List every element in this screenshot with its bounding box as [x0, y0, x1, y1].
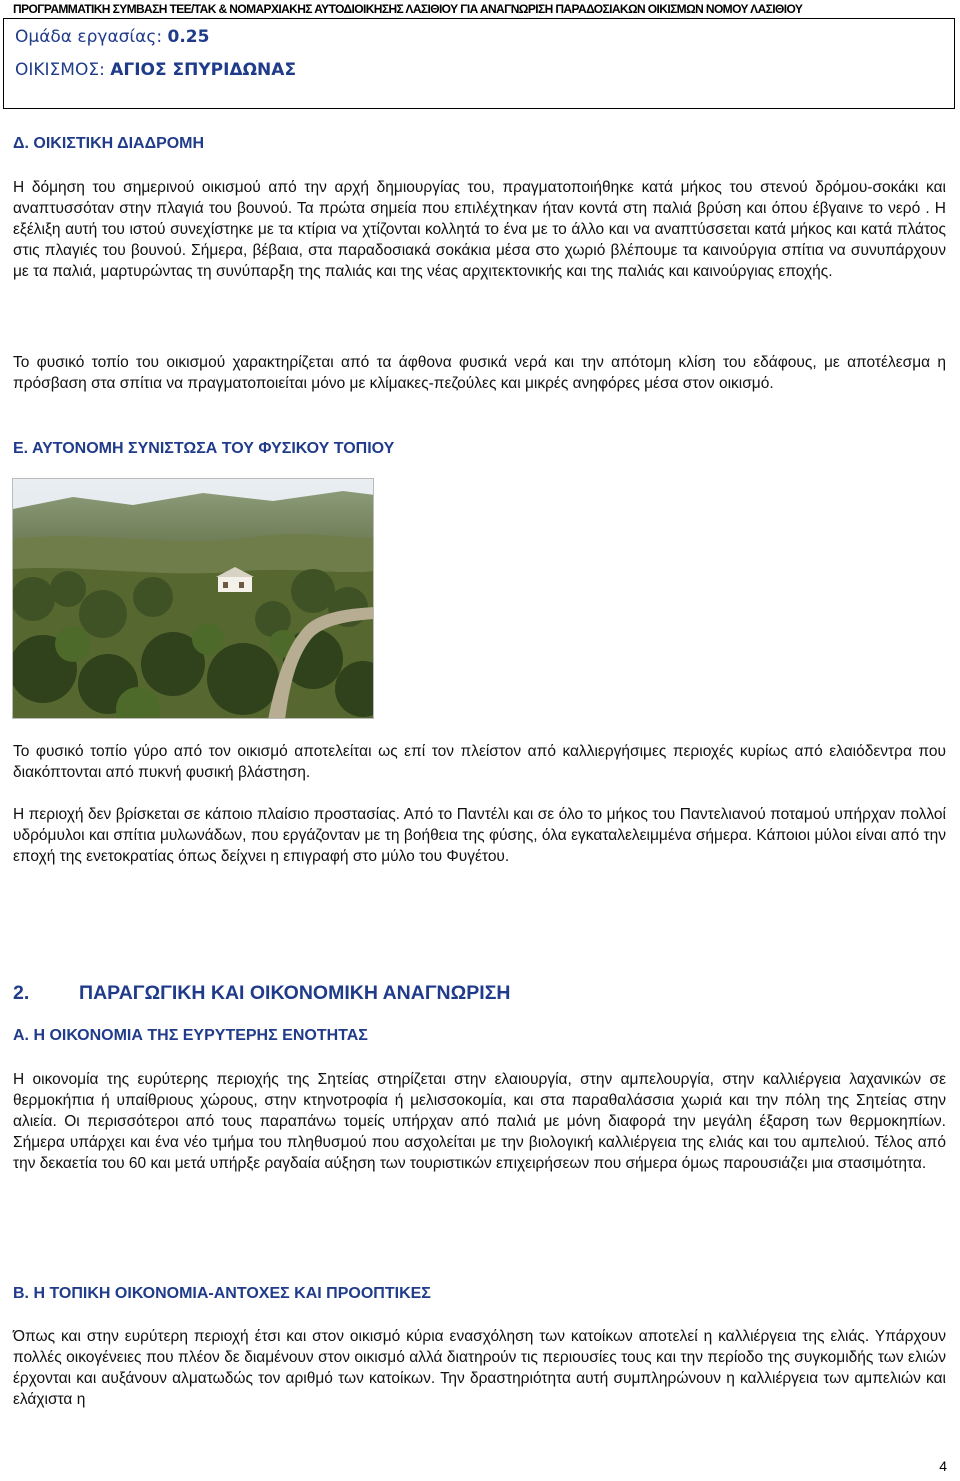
- page-number: 4: [939, 1458, 947, 1474]
- landscape-photo: [12, 478, 374, 719]
- section-a-heading: Α. Η ΟΙΚΟΝΟΜΙΑ ΤΗΣ ΕΥΡΥΤΕΡΗΣ ΕΝΟΤΗΤΑΣ: [13, 1027, 368, 1044]
- work-group-label: Ομάδα εργασίας:: [15, 27, 168, 47]
- section-a-paragraph-1: Η οικονομία της ευρύτερης περιοχής της Σητείας στηρίζεται στην ελαιουργία, στην αμπελουργία, στην καλλιέργεια λαχανικών σε θερμοκήπια ή υπαίθριους χώρους, στην κτηνοτροφία ή μελισσοκομία, και στα παραθαλάσσια χωριά και την πόλη της Σητείας στην αλιεία. Οι περισσότεροι από τους παραπάνω τομείς υπήρχαν από παλιά με μόνη διαφορά την μεγάλη έξαρση των θερμοκηπίων. Σήμερα υπάρχει και ένα νέο τμήμα του πληθυσμού που ασχολείται με την βιολογική καλλιέργεια της ελιάς και του αμπελιού. Τέλος από την δεκαετία του 60 και μετά υπήρξε ραγδαία αύξηση των τουριστικών επιχειρήσεων που σήμερα όμως παρουσιάζει μια στασιμότητα.: [13, 1071, 946, 1172]
- work-group-value: 0.25: [167, 27, 210, 47]
- running-header: ΠΡΟΓΡΑΜΜΑΤΙΚΗ ΣΥΜΒΑΣΗ ΤΕΕ/ΤΑΚ & ΝΟΜΑΡΧΙΑΚΗΣ ΑΥΤΟΔΙΟΙΚΗΣΗΣ ΛΑΣΙΘΙΟΥ ΓΙΑ ΑΝΑΓΝΩΡΙΣΗ ΠΑΡΑΔΟΣΙΑΚΩΝ ΟΙΚΙΣΜΩΝ ΝΟΜΟΥ ΛΑΣΙΘΙΟΥ: [13, 2, 803, 16]
- section-b-heading: Β. Η ΤΟΠΙΚΗ ΟΙΚΟΝΟΜΙΑ-ΑΝΤΟΧΕΣ ΚΑΙ ΠΡΟΟΠΤΙΚΕΣ: [13, 1285, 431, 1302]
- chapter-2-number: 2.: [13, 982, 30, 1004]
- chapter-2-heading: [13, 982, 511, 1005]
- settlement-label: ΟΙΚΙΣΜΟΣ:: [15, 60, 111, 80]
- section-e-paragraph-2: Η περιοχή δεν βρίσκεται σε κάποιο πλαίσιο προστασίας. Από το Παντέλι και σε όλο το μήκος του Παντελιανού ποταμού υπήρχαν πολλοί υδρόμυλοι και σπίτια μυλωνάδων, που εργάζονταν με τη βοήθεια της φύσης, όλα εγκαταλελειμμένα σήμερα. Κάποιοι μύλοι είναι από την εποχή της ενετοκρατίας όπως δείχνει η επιγραφή στο μύλο του Φυγέτου.: [13, 806, 946, 865]
- section-d-heading: Δ. ΟΙΚΙΣΤΙΚΗ ΔΙΑΔΡΟΜΗ: [13, 135, 205, 152]
- section-d-paragraph-1: Η δόμηση του σημερινού οικισμού από την αρχή δημιουργίας του, πραγματοποιήθηκε κατά μήκος του στενού δρόμου-σοκάκι και αναπτυσσόταν στην πλαγιά του βουνού. Τα πρώτα σημεία που επιλέχτηκαν ήταν κοντά στη παλιά βρύση και όπου έβγαινε το νερό . Η εξέλιξη αυτή του ιστού συνεχίστηκε με τα κτίρια να χτίζονται κολλητά το ένα με το άλλο και να αναπτύσσεται κατά μήκος και κατά πλάτος στις πλαγιές του βουνού. Σήμερα, βέβαια, στα παραδοσιακά σοκάκια μέσα στο χωριό βλέπουμε τα καινούργια σπίτια να συνυπάρχουν με τα παλιά, μαρτυρώντας τη συνύπαρξη της παλιάς και της νέας αρχιτεκτονικής και της παλιάς και καινούργιας εποχής.: [13, 179, 946, 280]
- section-b-paragraph-1: Όπως και στην ευρύτερη περιοχή έτσι και στον οικισμό κύρια ενασχόληση των κατοίκων αποτελεί η καλλιέργεια της ελιάς. Υπάρχουν πολλές οικογένειες που πλέον δε διαμένουν στον οικισμό αλλά διατηρούν τις περιουσίες τους και την περίοδο της συγκομιδής των ελιών έρχονται και αυξάνουν αλματωδώς τον αριθμό των κατοίκων. Την δραστηριότητα αυτή συμπληρώνουν η καλλιέργεια των αμπελιών και ελάχιστα η: [13, 1328, 946, 1408]
- landscape-photo-illustration: [13, 479, 374, 719]
- section-e-paragraph-1: Το φυσικό τοπίο γύρο από τον οικισμό αποτελείται ως επί τον πλείστον από καλλιεργήσιμες περιοχές κυρίως από ελαιόδεντρα που διακόπτονται από πυκνή φυσική βλάστηση.: [13, 743, 946, 781]
- info-box: [3, 18, 955, 109]
- chapter-2-title: ΠΑΡΑΓΩΓΙΚΗ ΚΑΙ ΟΙΚΟΝΟΜΙΚΗ ΑΝΑΓΝΩΡΙΣΗ: [79, 982, 511, 1004]
- section-e-heading: Ε. ΑΥΤΟΝΟΜΗ ΣΥΝΙΣΤΩΣΑ ΤΟΥ ΦΥΣΙΚΟΥ ΤΟΠΙΟΥ: [13, 440, 395, 457]
- work-group-line: [15, 27, 209, 47]
- section-d-paragraph-2: Το φυσικό τοπίο του οικισμού χαρακτηρίζεται από τα άφθονα φυσικά νερά και την απότομη κλίση του εδάφους, με αποτέλεσμα η πρόσβαση στα σπίτια να πραγματοποιείται μόνο με κλίμακες-πεζούλες και μικρές ανηφόρες μέσα στον οικισμό.: [13, 354, 946, 392]
- settlement-line: [15, 60, 296, 80]
- settlement-value: ΑΓΙΟΣ ΣΠΥΡΙΔΩΝΑΣ: [110, 60, 297, 80]
